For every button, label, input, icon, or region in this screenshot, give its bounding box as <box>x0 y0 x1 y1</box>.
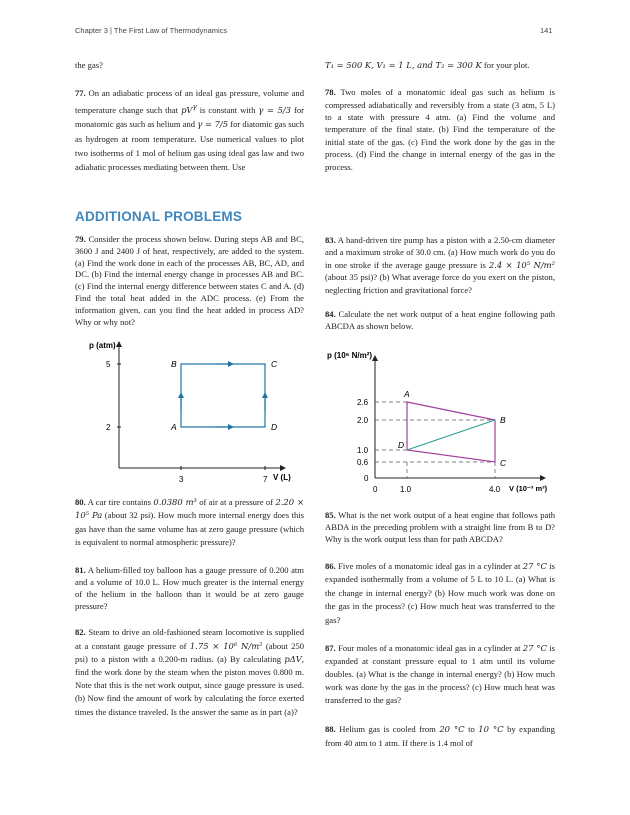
y-tick-label: 2.6 <box>357 398 369 407</box>
problem-78: 78. Two moles of a monatomic ideal gas such as helium is compressed adiabatically and reversibly from a state (3 atm, 5 L) to a state with pressure 4 atm. (a) Find the volume and temperature of the final state. (b) Find the temperature of the initial state of the gas. (c) Find the work done by the gas in the process. (d) Find the change in internal energy of the gas in the process. <box>325 87 555 172</box>
equation: 27 °C <box>522 560 547 571</box>
figure-79-pv-diagram <box>75 340 304 490</box>
right-column-upper <box>325 234 555 333</box>
problem-number: 82. <box>75 627 86 638</box>
chapter-header: Chapter 3 | The First Law of Thermodynamics <box>75 26 228 35</box>
problem-83: 83. A hand-driven tire pump has a piston with a 2.50-cm diameter and a maximum stroke of 30.0 cm. (a) How much work do you do in one stroke if the average gauge pressure is 2.4 × 10⁵ N/m² (about 35 psi)? (b) What average force do you exert on the piston, neglecting friction and gravitational force? <box>325 235 555 295</box>
point-c-label: C <box>500 458 507 468</box>
equation: γ = 7/5 <box>197 119 229 130</box>
problem-number: 88. <box>325 723 336 734</box>
left-column-lower <box>75 496 304 719</box>
y-tick-label: 2.0 <box>357 416 369 425</box>
problem-number: 78. <box>325 87 336 98</box>
carryover-text: the gas? <box>75 60 103 70</box>
problem-77: 77. On an adiabatic process of an ideal gas pressure, volume and temperature change such that $pV^\gamma$ is constant with γ = 5/3 for monatomic gas such as helium and γ = 7/5 for diatomic gas such as hydrogen at room temperature. Use numerical values to plot two isotherms of 1 mol of helium gas using ideal gas law and two adiabatic processes mediating between them. Use <box>75 88 305 173</box>
equation: 1.75 × 10⁶ N/m² <box>189 640 263 651</box>
y-axis-label: p (atm) <box>89 341 116 350</box>
equation: pΔV <box>284 653 302 664</box>
x-tick-label: 3 <box>179 475 184 484</box>
point-d-label: D <box>271 422 278 432</box>
x-axis-label: V (10⁻³ m³) <box>509 484 548 493</box>
problem-number: 84. <box>325 309 336 320</box>
point-a-label: A <box>171 422 177 432</box>
equation: 0.0380 m³ <box>153 497 197 507</box>
y-tick-label: 0.6 <box>357 458 369 467</box>
section-title: ADDITIONAL PROBLEMS <box>75 209 243 224</box>
point-b-label: B <box>500 415 506 425</box>
problem-80: 80. A car tire contains 0.0380 m³ of air at a pressure of 2.20 × 10⁵ Pa (about 32 psi). How much more internal energy does this gas have than the same volume has at zero gauge pressure (which is equivalent to normal atmospheric pressure)? <box>75 497 304 548</box>
equation: 20 °C <box>439 723 465 734</box>
problem-86: 86. Five moles of a monatomic ideal gas in a cylinder at 27 °C is expanded isothermally from a volume of 5 L to 10 L. (a) What is the change in internal energy? (b) How much work was done on the gas in the process? (c) How much heat was transferred to the gas? <box>325 560 555 625</box>
equation: $pV^\gamma$ <box>181 103 197 116</box>
x-tick-label: 1.0 <box>400 485 412 494</box>
x-tick-label: 4.0 <box>489 485 501 494</box>
y-tick-label: 5 <box>106 360 111 369</box>
equation: γ = 5/3 <box>258 105 291 116</box>
problem-number: 81. <box>75 564 86 575</box>
y-tick-label: 0 <box>364 474 369 483</box>
equation: 2.4 × 10⁵ N/m² <box>488 259 555 270</box>
problem-number: 77. <box>75 88 86 99</box>
problem-number: 83. <box>325 235 336 245</box>
diagonal-bd <box>407 420 495 450</box>
problem-number: 79. <box>75 234 86 244</box>
equation: 10 °C <box>478 723 504 734</box>
page-number: 141 <box>540 26 553 35</box>
problem-88: 88. Helium gas is cooled from 20 °C to 10 °C by expanding from 40 atm to 1 atm. If there is 1.4 mol of <box>325 723 555 748</box>
x-axis-label: V (L) <box>273 473 291 482</box>
top-left-column <box>75 58 304 174</box>
problem-number: 86. <box>325 560 336 571</box>
point-c-label: C <box>271 359 278 369</box>
equation: 27 °C <box>522 642 547 653</box>
x-tick-label: 7 <box>263 475 268 484</box>
equation: 2.20 × 10⁵ Pa <box>75 497 304 521</box>
point-d-label: D <box>398 440 405 450</box>
problem-85: 85. What is the net work output of a heat engine that follows path ABDA in the preceding problem with a straight line from B to D? Why is the work output less than for path ABCDA? <box>325 510 555 545</box>
problem-82: 82. Steam to drive an old-fashioned steam locomotive is supplied at a constant gauge pressure of 1.75 × 10⁶ N/m² (about 250 psi) to a piston with a 0.200-m radius. (a) By calculating pΔV, find the work done by the steam when the piston moves 0.800 m. Note that this is the net work output, since gauge pressure is used. (b) Now find the amount of work by calculating the force exerted times the distance traveled. Is the answer the same as in part (a)? <box>75 627 305 717</box>
problem-number: 87. <box>325 642 336 653</box>
problem-87: 87. Four moles of a monatomic ideal gas in a cylinder at 27 °C is expanded at constant pressure equal to 1 atm until its volume doubles. (a) What is the change in internal energy? (b) How much work was done by the gas in the process? (c) How much heat was transferred to the gas? <box>325 642 555 706</box>
process-rectangle <box>181 364 265 427</box>
problem-81: 81. A helium-filled toy balloon has a gauge pressure of 0.200 atm and a volume of 10.0 L. How much greater is the internal energy of the helium in the balloon than it would be at zero gauge pressure? <box>75 564 304 612</box>
x-tick-label: 0 <box>373 485 378 494</box>
top-right-column <box>325 58 555 173</box>
problem-79: 79. Consider the process shown below. During steps AB and BC, 3600 J and 2400 J of heat, respectively, are added to the system. (a) Find the work done in each of the processes AB, BC, AD, and DC. (b) Find the internal energy change in processes AB and BC. (c) Find the internal energy difference between states C and A. (d) Find the total heat added in the ADC process. (e) From the information given, can you find the heat added in process AD? Why or why not? <box>75 234 304 327</box>
figure-84-pv-diagram <box>325 348 555 498</box>
problem-number: 80. <box>75 497 86 507</box>
y-tick-label: 1.0 <box>357 446 369 455</box>
point-b-label: B <box>171 359 177 369</box>
problem-84: 84. Calculate the net work output of a heat engine following path ABCDA as shown below. <box>325 309 555 332</box>
y-axis-label: p (10⁶ N/m²) <box>327 351 373 360</box>
right-column-lower <box>325 509 555 750</box>
point-a-label: A <box>404 389 410 399</box>
y-tick-label: 2 <box>106 423 111 432</box>
cycle-path <box>407 402 495 462</box>
problem-number: 85. <box>325 510 336 520</box>
problem-77-continued: T₁ = 500 K, V₁ = 1 L, and T₂ = 300 K for your plot. <box>325 60 530 70</box>
